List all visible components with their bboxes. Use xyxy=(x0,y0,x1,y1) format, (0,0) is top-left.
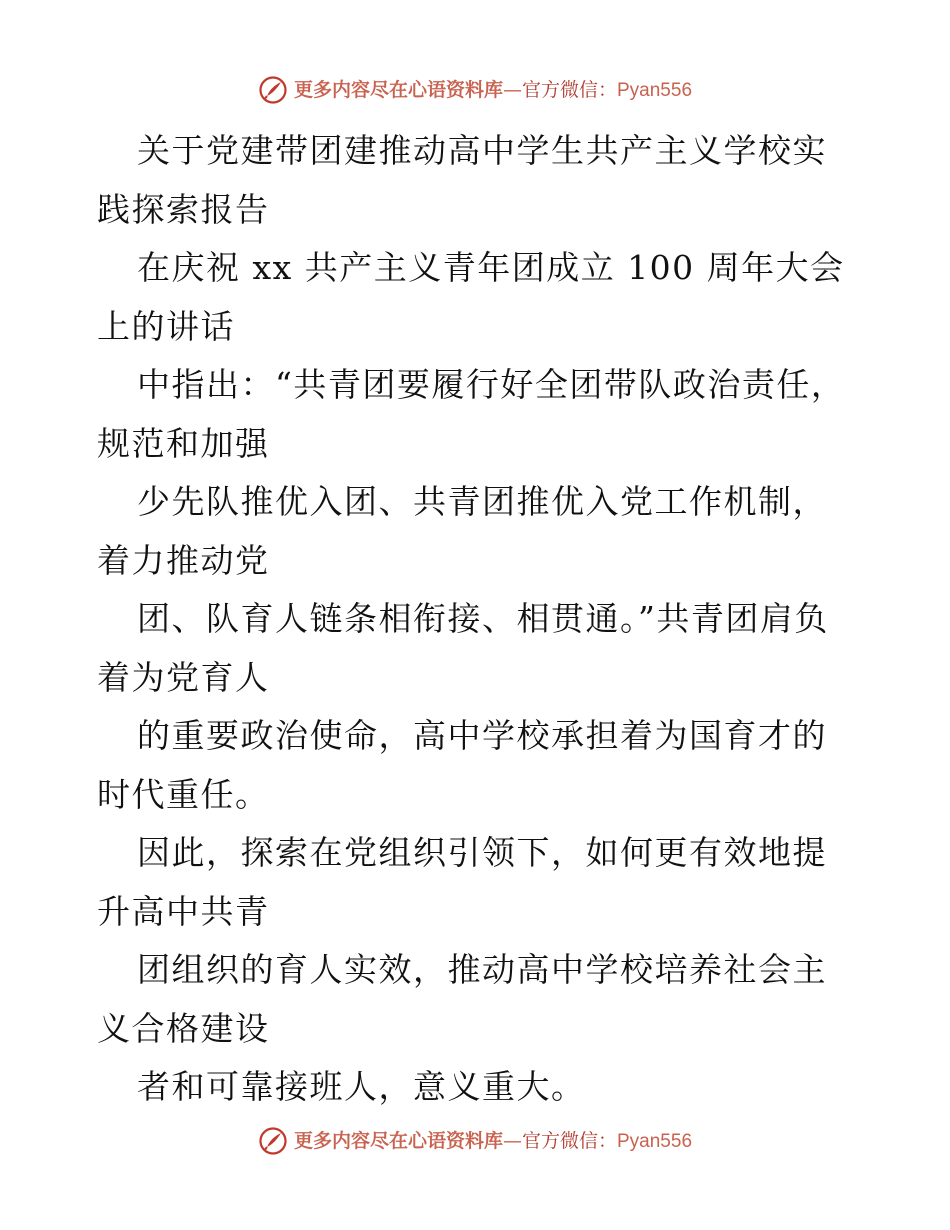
paragraph xyxy=(97,707,857,824)
paragraph-line: 高中共青 xyxy=(131,891,270,931)
paragraph xyxy=(97,824,857,941)
paragraph-line: 的重要政治使命，高中学校承担着为国育才的时 xyxy=(97,716,827,814)
watermark-text xyxy=(294,1126,692,1157)
watermark-dash: — xyxy=(502,1129,522,1152)
paragraph-line: 着为党育人 xyxy=(97,657,270,697)
document-body xyxy=(97,122,857,1117)
paragraph-line: 团组织的育人实效，推动高中学校培养社会主义 xyxy=(97,950,827,1048)
watermark-main-text: 更多内容尽在心语资料库 xyxy=(293,1129,503,1152)
paragraph xyxy=(97,941,857,1058)
paragraph xyxy=(97,473,857,590)
paragraph-line: 中指出：“共青团要履行好全团带队政治责任， xyxy=(137,365,846,404)
paragraph-line: 少先队推优入团、共青团推优入党工作机制，着 xyxy=(97,482,827,580)
watermark-dash: — xyxy=(502,78,522,101)
paragraph xyxy=(97,239,857,356)
paragraph xyxy=(97,356,857,473)
quill-logo-icon xyxy=(258,1126,288,1156)
watermark-text xyxy=(294,75,692,106)
paragraph-line: 代重任。 xyxy=(131,774,270,814)
watermark-wechat-id: Pyan556 xyxy=(617,1130,693,1152)
paragraph-line: 规范和加强 xyxy=(97,423,270,463)
quill-logo-icon xyxy=(258,75,288,105)
watermark-wechat-id: Pyan556 xyxy=(617,79,693,101)
paragraph-line: 者和可靠接班人，意义重大。 xyxy=(137,1067,586,1106)
paragraph-line: 在庆祝 xx 共产主义青年团成立 100 周年大会 xyxy=(137,248,845,287)
header-watermark xyxy=(0,73,950,107)
paragraph-line: 团、队育人链条相衔接、相贯通。”共青团肩负 xyxy=(137,599,829,638)
paragraph-line: 上的讲话 xyxy=(97,306,235,346)
watermark-official-label: 官方微信： xyxy=(521,1129,617,1152)
paragraph xyxy=(97,590,857,707)
paragraph-line: 合格建设 xyxy=(131,1008,270,1048)
paragraph-line: 因此，探索在党组织引领下，如何更有效地提升 xyxy=(97,833,827,931)
paragraph-line: 探索报告 xyxy=(131,189,270,229)
paragraph-title xyxy=(97,122,857,239)
watermark-official-label: 官方微信： xyxy=(521,78,617,101)
paragraph-line: 力推动党 xyxy=(131,540,270,580)
watermark-main-text: 更多内容尽在心语资料库 xyxy=(293,78,503,101)
paragraph-line: 关于党建带团建推动高中学生共产主义学校实践 xyxy=(97,131,827,229)
footer-watermark xyxy=(0,1124,950,1158)
paragraph xyxy=(97,1058,857,1117)
